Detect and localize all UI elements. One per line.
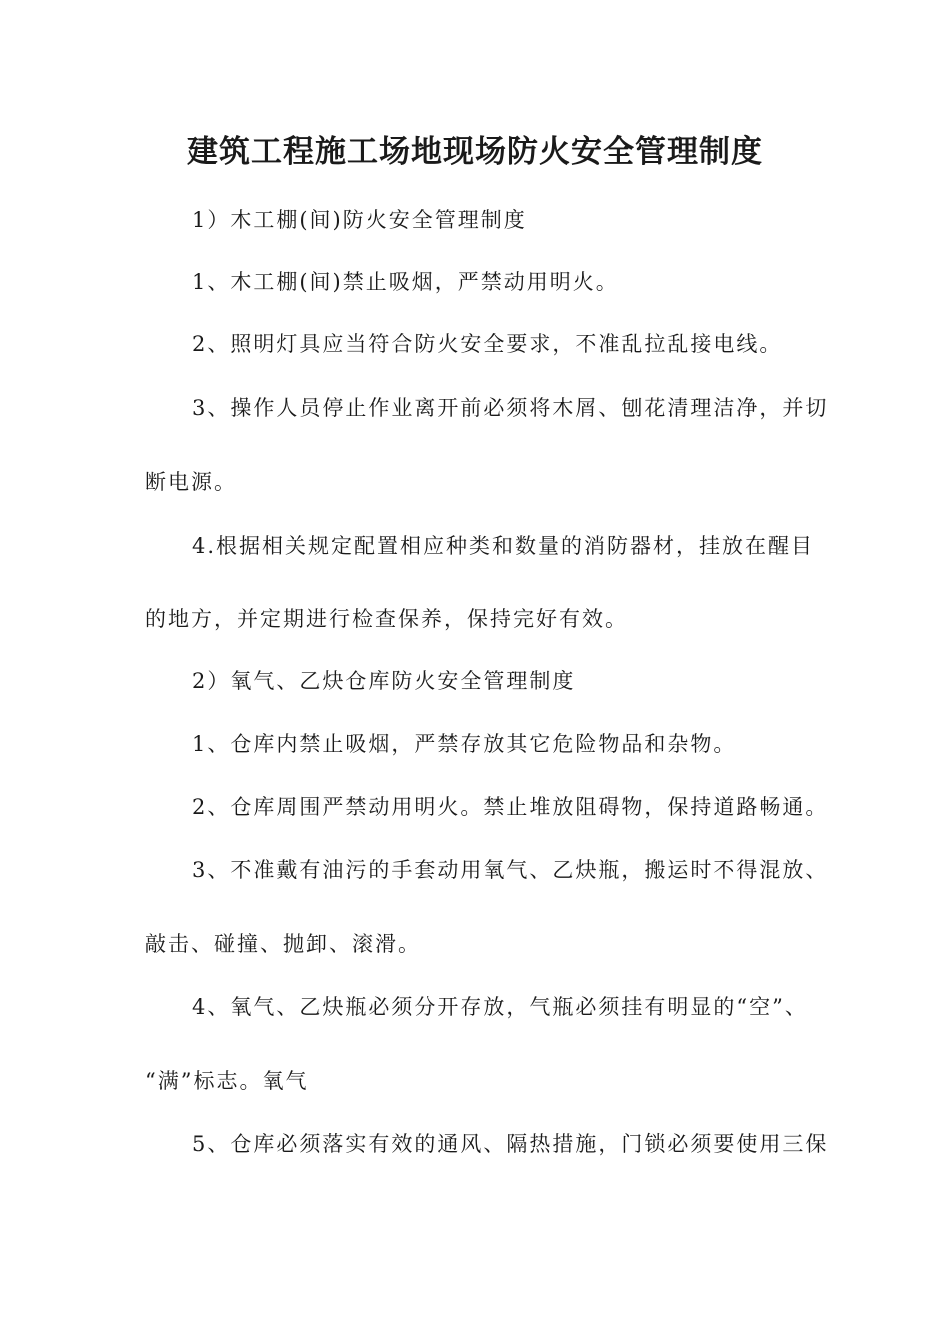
paragraph-line-continuation: “满”标志。氧气 xyxy=(145,1069,309,1093)
paragraph-line: 1、仓库内禁止吸烟，严禁存放其它危险物品和杂物。 xyxy=(192,732,737,756)
paragraph-line: 4、氧气、乙炔瓶必须分开存放，气瓶必须挂有明显的“空”、 xyxy=(192,995,808,1019)
paragraph-line: 3、操作人员停止作业离开前必须将木屑、刨花清理洁净，并切 xyxy=(192,396,829,420)
paragraph-line: 5、仓库必须落实有效的通风、隔热措施，门锁必须要使用三保 xyxy=(192,1132,829,1156)
paragraph-line: 3、不准戴有油污的手套动用氧气、乙炔瓶，搬运时不得混放、 xyxy=(192,858,829,882)
paragraph-line: 2、仓库周围严禁动用明火。禁止堆放阻碍物，保持道路畅通。 xyxy=(192,795,829,819)
section-heading-gas-warehouse: 2）氧气、乙炔仓库防火安全管理制度 xyxy=(192,669,576,693)
document-title: 建筑工程施工场地现场防火安全管理制度 xyxy=(187,134,763,170)
paragraph-line: 4.根据相关规定配置相应种类和数量的消防器材，挂放在醒目 xyxy=(192,534,815,558)
paragraph-line-continuation: 的地方，并定期进行检查保养，保持完好有效。 xyxy=(145,607,628,631)
section-heading-woodshop: 1）木工棚(间)防火安全管理制度 xyxy=(192,208,527,232)
paragraph-line: 1、木工棚(间)禁止吸烟，严禁动用明火。 xyxy=(192,270,619,294)
paragraph-line-continuation: 断电源。 xyxy=(145,470,237,494)
paragraph-line: 2、照明灯具应当符合防火安全要求，不准乱拉乱接电线。 xyxy=(192,332,783,356)
paragraph-line-continuation: 敲击、碰撞、抛卸、滚滑。 xyxy=(145,932,421,956)
